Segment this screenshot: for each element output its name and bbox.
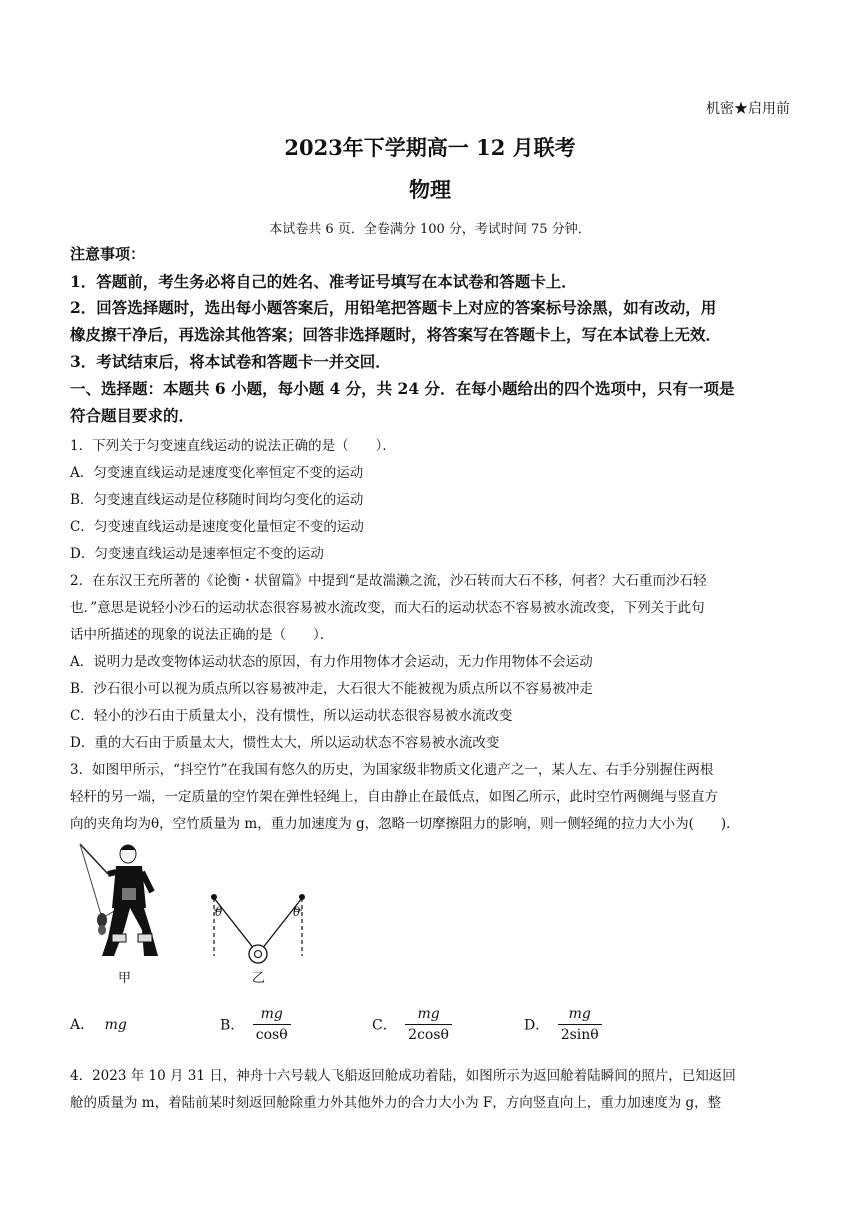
notice-item-2-line-2: 橡皮擦干净后，再选涂其他答案；回答非选择题时，将答案写在答题卡上，写在本试卷上无效． bbox=[70, 325, 722, 344]
question-2-option-a: A．说明力是改变物体运动状态的原因，有力作用物体才会运动，无力作用物体不会运动 bbox=[70, 654, 593, 670]
exam-meta: 本试卷共 6 页．全卷满分 100 分，考试时间 75 分钟． bbox=[269, 222, 591, 237]
figure-yi-rope-diagram bbox=[206, 888, 310, 964]
question-2-option-c: C．轻小的沙石由于质量太小，没有惯性，所以运动状态很容易被水流改变 bbox=[70, 708, 513, 724]
question-2-option-b: B．沙石很小可以视为质点所以容易被冲走，大石很大不能被视为质点所以不容易被冲走 bbox=[70, 681, 593, 697]
option-a-value: mg bbox=[104, 1017, 127, 1033]
figure-jia-diabolo-player bbox=[72, 838, 184, 964]
notice-item-1: 1．答题前，考生务必将自己的姓名、准考证号填写在本试卷和答题卡上． bbox=[70, 272, 577, 291]
question-4-stem-line-2: 舱的质量为 m，着陆前某时刻返回舱除重力外其他外力的合力大小为 F，方向竖直向上，重力加速度为 g，整 bbox=[70, 1095, 722, 1111]
theta-label-right: θ bbox=[293, 905, 301, 919]
option-c-fraction bbox=[405, 1004, 452, 1045]
question-3-stem-line-2: 轻杆的另一端，一定质量的空竹架在弹性轻绳上，自由静止在最低点，如图乙所示，此时空竹两侧绳与竖直方 bbox=[70, 789, 718, 805]
question-3-option-d bbox=[524, 1004, 602, 1045]
question-3-option-c bbox=[372, 1004, 452, 1045]
option-d-label: D． bbox=[524, 1017, 550, 1034]
option-d-numerator: mg bbox=[558, 1004, 602, 1025]
question-2-option-d: D．重的大石由于质量太大，惯性太大，所以运动状态不容易被水流改变 bbox=[70, 735, 500, 751]
section-1-heading-line-2: 符合题目要求的． bbox=[70, 406, 195, 425]
question-3-stem-line-3: 向的夹角均为θ，空竹质量为 m，重力加速度为 g，忽略一切摩擦阻力的影响，则一侧轻绳的拉力大小为( )． bbox=[70, 816, 740, 832]
exam-title: 2023年下学期高一 12 月联考 bbox=[284, 135, 576, 160]
option-c-numerator: mg bbox=[405, 1004, 452, 1025]
question-1-option-b: B．匀变速直线运动是位移随时间均匀变化的运动 bbox=[70, 492, 364, 508]
question-2-stem-line-1: 2．在东汉王充所著的《论衡・状留篇》中提到“是故湍濑之流，沙石转而大石不移，何者？大石重而沙石轻 bbox=[70, 573, 707, 589]
question-3-option-a bbox=[70, 1014, 127, 1034]
question-1-option-c: C．匀变速直线运动是速度变化量恒定不变的运动 bbox=[70, 519, 364, 535]
option-b-denominator: cosθ bbox=[255, 1027, 288, 1043]
theta-label-left: θ bbox=[215, 905, 223, 919]
notice-item-2-line-1: 2．回答选择题时，选出每小题答案后，用铅笔把答题卡上对应的答案标号涂黑，如有改动，用 bbox=[70, 298, 717, 317]
notice-item-3: 3．考试结束后，将本试卷和答题卡一并交回． bbox=[70, 352, 391, 371]
option-c-denominator: 2cosθ bbox=[408, 1027, 449, 1043]
question-2-stem-line-2: 也．”意思是说轻小沙石的运动状态很容易被水流改变，而大石的运动状态不容易被水流改变，下列关于此句 bbox=[70, 600, 705, 616]
question-2-stem-line-3: 话中所描述的现象的说法正确的是（ ）． bbox=[70, 627, 334, 643]
option-b-label: B． bbox=[220, 1017, 245, 1034]
question-1-option-a: A．匀变速直线运动是速度变化率恒定不变的运动 bbox=[70, 465, 364, 481]
question-1-option-d: D．匀变速直线运动是速率恒定不变的运动 bbox=[70, 546, 324, 562]
notice-heading: 注意事项： bbox=[70, 245, 146, 263]
option-d-fraction bbox=[558, 1004, 602, 1045]
question-3-stem-line-1: 3．如图甲所示，“抖空竹”在我国有悠久的历史，为国家级非物质文化遗产之一，某人左、右手分别握住两根 bbox=[70, 762, 714, 778]
option-a-label: A． bbox=[70, 1017, 95, 1033]
exam-subject: 物理 bbox=[409, 177, 451, 202]
section-1-heading-line-1: 一、选择题：本题共 6 小题，每小题 4 分，共 24 分．在每小题给出的四个选项中，只有一项是 bbox=[70, 379, 735, 398]
figure-yi-caption: 乙 bbox=[252, 971, 266, 986]
option-b-fraction bbox=[253, 1004, 291, 1045]
option-b-numerator: mg bbox=[253, 1004, 291, 1025]
question-1-stem: 1．下列关于匀变速直线运动的说法正确的是（ ）． bbox=[70, 438, 396, 454]
confidential-label: 机密★启用前 bbox=[706, 101, 790, 117]
figure-jia-caption: 甲 bbox=[118, 971, 132, 986]
option-d-denominator: 2sinθ bbox=[560, 1027, 599, 1043]
question-3-option-b bbox=[220, 1004, 291, 1045]
option-c-label: C． bbox=[372, 1017, 397, 1034]
question-4-stem-line-1: 4．2023 年 10 月 31 日，神舟十六号载人飞船返回舱成功着陆，如图所示为返回舱着陆瞬间的照片，已知返回 bbox=[70, 1068, 736, 1084]
